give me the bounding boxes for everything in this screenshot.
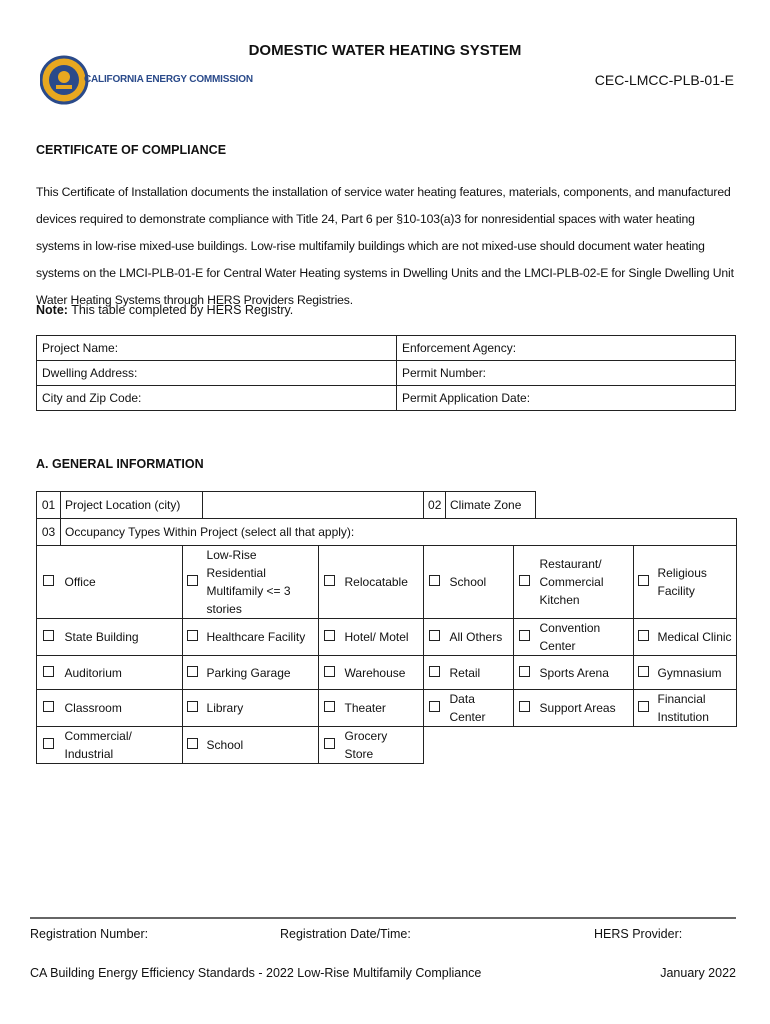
checkbox-square-icon <box>638 575 649 586</box>
row-01-number: 01 <box>37 492 61 519</box>
occupancy-row <box>37 656 737 690</box>
occupancy-row <box>37 619 737 656</box>
registration-number: Registration Number: <box>30 927 149 941</box>
occupancy-checkbox[interactable] <box>319 727 341 764</box>
occupancy-label: Grocery Store <box>341 727 424 764</box>
occupancy-types-label: Occupancy Types Within Project (select all that apply): <box>61 519 737 546</box>
occupancy-checkbox[interactable] <box>183 656 203 690</box>
occupancy-checkbox[interactable] <box>37 619 61 656</box>
occupancy-checkbox[interactable] <box>424 619 446 656</box>
row-02-number: 02 <box>424 492 446 519</box>
checkbox-square-icon <box>638 666 649 677</box>
note-text: This table completed by HERS Registry. <box>67 303 294 317</box>
occupancy-label: Office <box>61 546 183 619</box>
occupancy-label: Parking Garage <box>203 656 319 690</box>
permit-application-date-field[interactable]: Permit Application Date: <box>397 386 736 411</box>
occupancy-checkbox[interactable] <box>183 619 203 656</box>
checkbox-square-icon <box>43 666 54 677</box>
enforcement-agency-field[interactable]: Enforcement Agency: <box>397 336 736 361</box>
occupancy-checkbox[interactable] <box>424 690 446 727</box>
checkbox-square-icon <box>187 575 198 586</box>
certificate-body: This Certificate of Installation documents the installation of service water heating features, materials, components, and manufactured devices required to demonstrate compliance with Title 24, Part 6 per §10-103(a)3 for nonresidential spaces with water heating systems in low-rise mixed-use buildings. Low-rise multifamily buildings which are not mixed-use should document water heating systems on the LMCI-PLB-01-E for Central Water Heating systems in Dwelling Units and the LMCI-PLB-02-E for Single Dwelling Unit Water Heating Systems through HERS Providers Registries. <box>36 185 734 307</box>
project-info-table <box>36 335 736 411</box>
occupancy-label: Library <box>203 690 319 727</box>
checkbox-square-icon <box>638 630 649 641</box>
occupancy-label: Data Center <box>446 690 514 727</box>
checkbox-square-icon <box>324 666 335 677</box>
note <box>36 303 293 317</box>
dwelling-address-field[interactable]: Dwelling Address: <box>37 361 397 386</box>
checkbox-square-icon <box>324 575 335 586</box>
occupancy-checkbox[interactable] <box>514 619 536 656</box>
occupancy-checkbox[interactable] <box>37 690 61 727</box>
occupancy-row <box>37 727 737 764</box>
checkbox-square-icon <box>187 666 198 677</box>
occupancy-label: Auditorium <box>61 656 183 690</box>
occupancy-label: Retail <box>446 656 514 690</box>
occupancy-label: Relocatable <box>341 546 424 619</box>
checkbox-square-icon <box>429 575 440 586</box>
occupancy-label: Restaurant/ Commercial Kitchen <box>536 546 634 619</box>
checkbox-square-icon <box>429 630 440 641</box>
occupancy-checkbox[interactable] <box>183 690 203 727</box>
occupancy-label: All Others <box>446 619 514 656</box>
occupancy-checkbox[interactable] <box>424 546 446 619</box>
occupancy-checkbox[interactable] <box>514 690 536 727</box>
checkbox-square-icon <box>429 701 440 712</box>
checkbox-square-icon <box>324 738 335 749</box>
occupancy-label: Hotel/ Motel <box>341 619 424 656</box>
registration-date: Registration Date/Time: <box>280 927 411 941</box>
checkbox-square-icon <box>187 701 198 712</box>
note-label: Note: <box>36 303 68 317</box>
checkbox-square-icon <box>43 630 54 641</box>
checkbox-square-icon <box>43 575 54 586</box>
form-id: CEC-LMCC-PLB-01-E <box>594 72 734 88</box>
logo-text: CALIFORNIA ENERGY COMMISSION <box>84 74 253 85</box>
checkbox-square-icon <box>638 701 649 712</box>
occupancy-label: Low-Rise Residential Multifamily <= 3 stories <box>203 546 319 619</box>
occupancy-label: Commercial/ Industrial <box>61 727 183 764</box>
occupancy-checkbox[interactable] <box>319 546 341 619</box>
climate-zone-blank <box>536 492 737 519</box>
checkbox-square-icon <box>187 738 198 749</box>
occupancy-checkbox[interactable] <box>424 656 446 690</box>
permit-number-field[interactable]: Permit Number: <box>397 361 736 386</box>
occupancy-label: Gymnasium <box>654 656 737 690</box>
empty-cell <box>514 727 634 764</box>
footer-divider <box>30 917 736 919</box>
occupancy-checkbox[interactable] <box>514 546 536 619</box>
occupancy-checkbox[interactable] <box>319 690 341 727</box>
checkbox-square-icon <box>519 630 530 641</box>
occupancy-checkbox[interactable] <box>37 727 61 764</box>
occupancy-row <box>37 690 737 727</box>
occupancy-row <box>37 546 737 619</box>
occupancy-checkbox[interactable] <box>319 656 341 690</box>
project-location-label: Project Location (city) <box>61 492 203 519</box>
occupancy-checkbox[interactable] <box>319 619 341 656</box>
checkbox-square-icon <box>519 666 530 677</box>
occupancy-checkbox[interactable] <box>634 656 654 690</box>
occupancy-checkbox[interactable] <box>514 656 536 690</box>
hers-provider: HERS Provider: <box>594 927 683 941</box>
checkbox-square-icon <box>324 701 335 712</box>
climate-zone-label: Climate Zone <box>446 492 536 519</box>
occupancy-checkbox[interactable] <box>183 546 203 619</box>
occupancy-label: School <box>203 727 319 764</box>
checkbox-square-icon <box>187 630 198 641</box>
checkbox-square-icon <box>519 575 530 586</box>
empty-cell <box>424 727 514 764</box>
occupancy-label: Financial Institution <box>654 690 737 727</box>
city-zip-field[interactable]: City and Zip Code: <box>37 386 397 411</box>
occupancy-label: Theater <box>341 690 424 727</box>
occupancy-label: School <box>446 546 514 619</box>
occupancy-checkbox[interactable] <box>634 690 654 727</box>
project-location-field[interactable] <box>203 492 424 519</box>
footer-standards: CA Building Energy Efficiency Standards - 2022 Low-Rise Multifamily Compliance <box>30 966 482 980</box>
occupancy-label: Medical Clinic <box>654 619 737 656</box>
occupancy-label: Support Areas <box>536 690 634 727</box>
occupancy-label: Healthcare Facility <box>203 619 319 656</box>
project-name-field[interactable]: Project Name: <box>37 336 397 361</box>
document-title: DOMESTIC WATER HEATING SYSTEM <box>248 42 522 59</box>
occupancy-label: Classroom <box>61 690 183 727</box>
occupancy-checkbox[interactable] <box>634 619 654 656</box>
occupancy-label: Warehouse <box>341 656 424 690</box>
checkbox-square-icon <box>519 701 530 712</box>
row-03-number: 03 <box>37 519 61 546</box>
empty-cell <box>634 727 737 764</box>
occupancy-checkbox[interactable] <box>37 546 61 619</box>
occupancy-label: Religious Facility <box>654 546 737 619</box>
occupancy-checkbox[interactable] <box>634 546 654 619</box>
occupancy-checkbox[interactable] <box>37 656 61 690</box>
occupancy-label: Sports Arena <box>536 656 634 690</box>
certificate-heading: CERTIFICATE OF COMPLIANCE <box>36 143 227 157</box>
cec-logo <box>40 50 253 110</box>
checkbox-square-icon <box>43 701 54 712</box>
occupancy-label: State Building <box>61 619 183 656</box>
general-info-heading: A. GENERAL INFORMATION <box>36 457 204 471</box>
checkbox-square-icon <box>43 738 54 749</box>
footer-date: January 2022 <box>660 966 736 980</box>
checkbox-square-icon <box>324 630 335 641</box>
occupancy-checkbox[interactable] <box>183 727 203 764</box>
occupancy-grid <box>37 546 737 764</box>
checkbox-square-icon <box>429 666 440 677</box>
general-info-table <box>36 491 737 764</box>
occupancy-label: Convention Center <box>536 619 634 656</box>
